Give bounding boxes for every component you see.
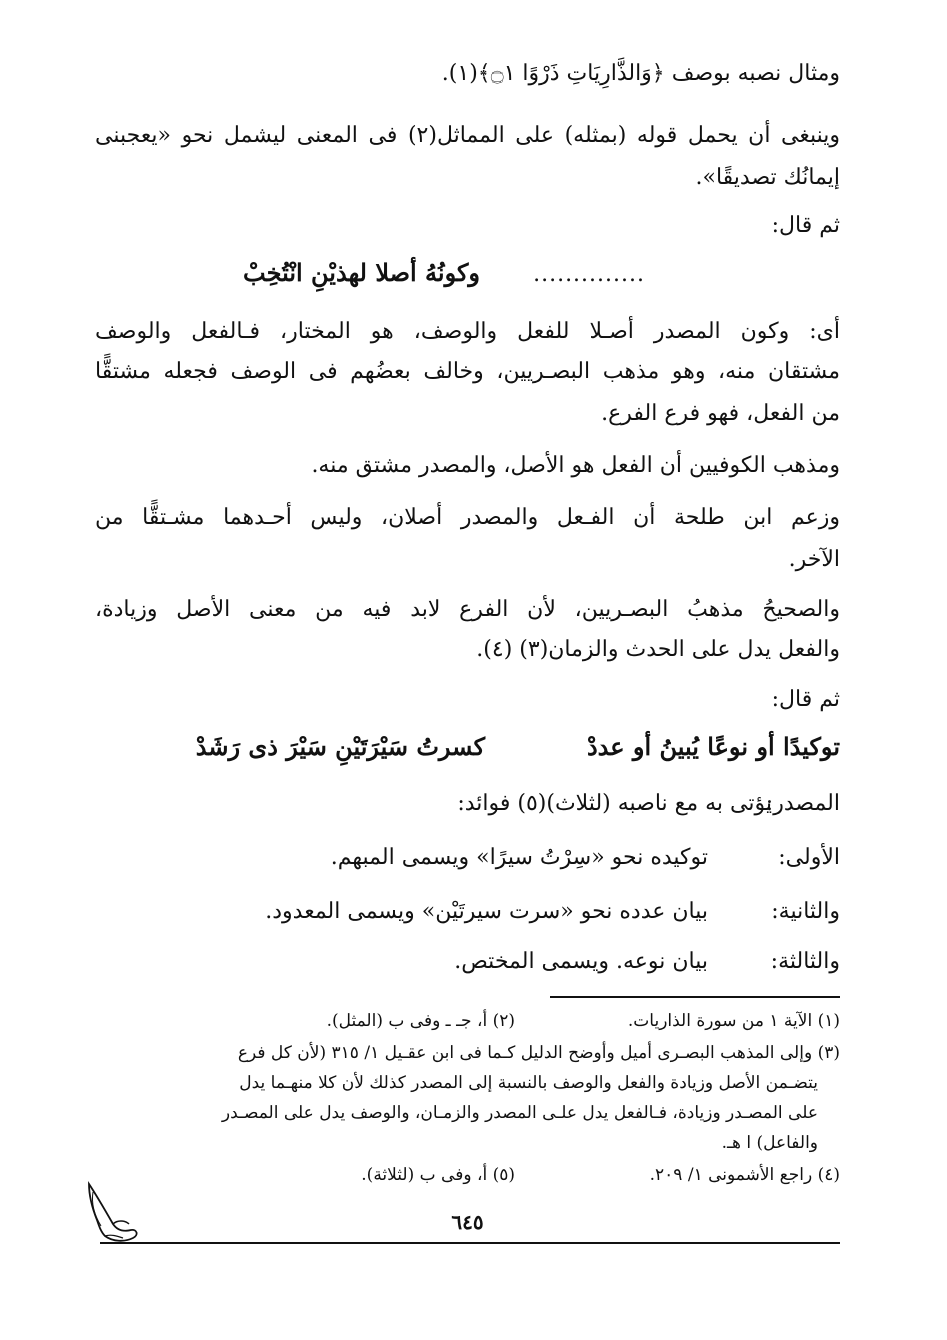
- paragraph-interpretation-line2: إيمانُك تصديقًا».: [695, 165, 840, 190]
- footnote-3-line1: (٣) وإلى المذهب البصـرى أميل وأوضح الدليل كـما فى ابن عقـيل ١/ ٣١٥ (لأن كل فرع: [237, 1043, 840, 1063]
- correct-view-line1: والصحيحُ مذهبُ البصـريين، لأن الفرع لابد فيه من معنى الأصل وزيادة،: [95, 597, 840, 622]
- definition-text: بيان نوعه. ويسمى المختص.: [454, 949, 708, 974]
- footnote-3-line2: يتضـمن الأصل وزيادة والفعل والوصف بالنسبة إلى المصدر كذلك لأن كلا منهـما يدل: [239, 1073, 818, 1093]
- page-number: ٦٤٥: [451, 1210, 484, 1234]
- definition-text: بيان عدده نحو «سرت سيرتَيْن» ويسمى المعدود.: [265, 899, 708, 924]
- paragraph-interpretation-line1: وينبغى أن يحمل قوله (بمثله) على المماثل(٢) فى المعنى ليشمل نحو «يعجبنى: [95, 123, 840, 148]
- definition-text: يؤتى به مع ناصبه (لثلاث)(٥) فوائد:: [457, 791, 772, 816]
- verse-line-1: وكونُهُ أصلا لهذيْنِ انْتُخِبْ: [243, 258, 480, 287]
- verse-line-2-second-hemistich: كسرتُ سَيْرَتَيْنِ سَيْرَ ذى رَشَدْ: [195, 732, 485, 761]
- definition-text: توكيده نحو «سِرْتُ سيرًا» ويسمى المبهم.: [330, 845, 708, 870]
- paragraph-example-sign: ومثال نصبه بوصف ﴿وَالذَّارِيَاتِ ذَرْوًا ۝١﴾(١).: [441, 61, 840, 86]
- verse-line-2-first-hemistich: توكيدًا أو نوعًا يُبينُ أو عددْ: [586, 732, 840, 761]
- kufan-view-paragraph: ومذهب الكوفيين أن الفعل هو الأصل، والمصدر مشتق منه.: [311, 453, 840, 478]
- ibn-talha-line1: وزعم ابن طلحة أن الفـعل والمصدر أصلان، وليس أحـدهما مشـتقًّا من: [95, 505, 840, 530]
- footnote-4: (٤) راجع الأشمونى ١/ ٢٠٩.: [649, 1165, 840, 1185]
- footnote-3-line3: على المصـدر وزيادة، فـالفعل يدل علـى المصدر والزمـان، والوصف يدل على المصـدر: [221, 1103, 818, 1123]
- thumma-qal-heading-1: ثم قال:: [771, 213, 840, 238]
- footnote-5: (٥) أ، وفى ب (لثلاثة).: [361, 1165, 515, 1185]
- definition-label: الأولى:: [778, 845, 840, 870]
- footnote-3-line4: والفاعل) ا هـ.: [721, 1133, 818, 1153]
- bottom-rule: [100, 1242, 840, 1244]
- definition-label: والثانية:: [771, 899, 840, 924]
- commentary-line3: من الفعل، فهو فرع الفرع.: [601, 401, 840, 426]
- footnote-1: (١) الآية ١ من سورة الذاريات.: [627, 1011, 840, 1031]
- correct-view-line2: والفعل يدل على الحدث والزمان(٣) (٤).: [476, 637, 840, 662]
- commentary-line1: أى: وكون المصدر أصـلا للفعل والوصف، هو المختار، فـالفعل والوصف: [95, 319, 840, 344]
- verse-line-1-ellipsis: ..............: [533, 262, 645, 287]
- footnote-separator: [550, 996, 840, 998]
- document-page: [95, 40, 840, 1300]
- commentary-line2: مشتقان منه، وهو مذهب البصـريين، وخالف بعضُهم فى الوصف فجعله مشتقًّا: [95, 359, 840, 384]
- definition-label: والثالثة:: [770, 949, 840, 974]
- thumma-qal-heading-2: ثم قال:: [771, 687, 840, 712]
- definition-label: المصدر:: [765, 791, 840, 816]
- footnote-2: (٢) أ، جـ ـ وفى ب (المثل).: [326, 1011, 515, 1031]
- ibn-talha-line2: الآخر.: [788, 547, 840, 572]
